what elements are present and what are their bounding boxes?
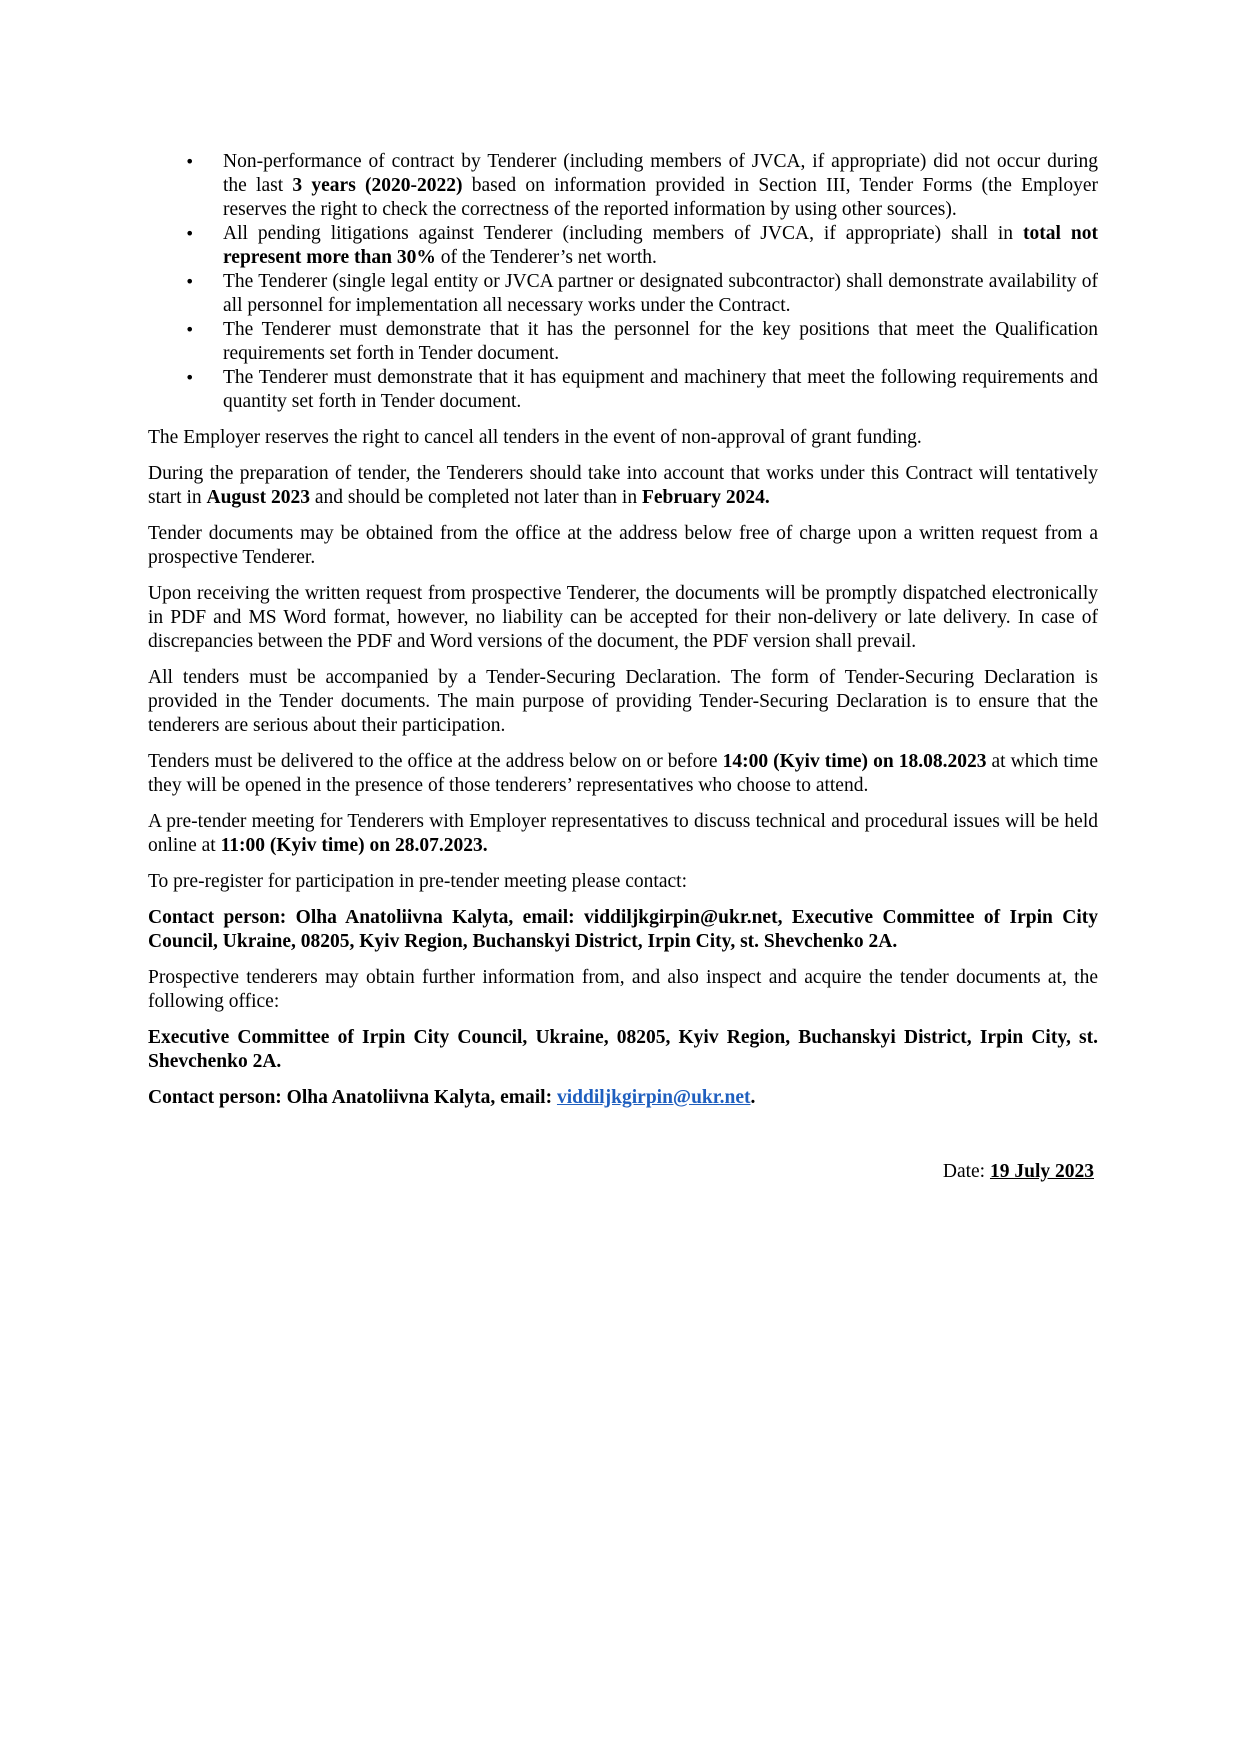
contact-end: . xyxy=(750,1087,756,1108)
delivery-paragraph xyxy=(148,750,1098,798)
list-item-text: The Tenderer must demonstrate that it has the personnel for the key positions that meet the Qualification requirements set forth in Tender document. xyxy=(223,319,1098,364)
timing-text: and should be completed not later than in xyxy=(309,487,642,508)
list-item-text: The Tenderer must demonstrate that it has equipment and machinery that meet the following requirements and quantity set forth in Tender document. xyxy=(223,367,1098,412)
cancel-paragraph: The Employer reserves the right to cancel all tenders in the event of non-approval of grant funding. xyxy=(148,427,922,448)
meeting-paragraph xyxy=(148,810,1098,858)
list-item-text: based on information provided in Section III, Tender Forms (the Employer reserves the right to check the correctness of the reported information by using other sources). xyxy=(223,175,1098,220)
office-address: Executive Committee of Irpin City Council, Ukraine, 08205, Kyiv Region, Buchanskyi District, Irpin City, st. Shevchenko 2A. xyxy=(148,1027,1098,1072)
qualification-list xyxy=(148,150,1098,414)
list-item xyxy=(148,318,1098,366)
preregister-paragraph: To pre-register for participation in pre-tender meeting please contact: xyxy=(148,871,687,892)
list-item-text: The Tenderer (single legal entity or JVCA partner or designated subcontractor) shall demonstrate availability of all personnel for implementation all necessary works under the Contract. xyxy=(223,271,1098,316)
list-item-emphasis: 3 years (2020-2022) xyxy=(292,175,463,196)
obtain-paragraph: Tender documents may be obtained from the office at the address below free of charge upon a written request from a prospective Tenderer. xyxy=(148,523,1098,568)
list-item xyxy=(148,366,1098,414)
contact-email-paragraph xyxy=(148,1086,1098,1110)
end-date: February 2024. xyxy=(641,487,770,508)
list-item-emphasis: total not represent more than 30% xyxy=(223,223,1099,268)
list-item xyxy=(148,150,1098,222)
start-date: August 2023 xyxy=(206,487,310,508)
dispatch-paragraph: Upon receiving the written request from prospective Tenderer, the documents will be promptly dispatched electronically in PDF and MS Word format, however, no liability can be accepted for their non-delivery or late delivery. In case of discrepancies between the PDF and Word versions of the document, the PDF version shall prevail. xyxy=(148,583,1098,652)
securing-paragraph: All tenders must be accompanied by a Tender-Securing Declaration. The form of Tender-Securing Declaration is provided in the Tender documents. The main purpose of providing Tender-Securing Declaration is to ensure that the tenderers are serious about their participation. xyxy=(148,667,1098,736)
date-line xyxy=(148,1160,1098,1184)
timing-paragraph xyxy=(148,462,1098,510)
timing-text: During the preparation of tender, the Tenderers should take into account that works under this Contract will tentatively start in xyxy=(148,463,1098,508)
meeting-time: 11:00 (Kyiv time) on 28.07.2023. xyxy=(220,835,488,856)
email-link[interactable]: viddiljkgirpin@ukr.net xyxy=(556,1087,751,1108)
date-value: 19 July 2023 xyxy=(989,1161,1094,1182)
delivery-text: Tenders must be delivered to the office at the address below on or before xyxy=(148,751,723,772)
contact-paragraph xyxy=(148,906,1098,954)
contact-label: Contact person: Olha Anatoliivna Kalyta, email: xyxy=(148,1087,557,1108)
contact-details: Contact person: Olha Anatoliivna Kalyta, email: viddiljkgirpin@ukr.net, Executive Committee of Irpin City Council, Ukraine, 08205, Kyiv Region, Buchanskyi District, Irpin City, st. Shevchenko 2A. xyxy=(148,907,1098,952)
date-label: Date: xyxy=(942,1161,990,1182)
list-item-text: of the Tenderer’s net worth. xyxy=(435,247,657,268)
delivery-deadline: 14:00 (Kyiv time) on 18.08.2023 xyxy=(722,751,987,772)
office-address-paragraph xyxy=(148,1026,1098,1074)
document-page xyxy=(148,150,1098,1184)
delivery-text: at which time they will be opened in the presence of those tenderers’ representatives who choose to attend. xyxy=(148,751,1098,796)
list-item-text: Non-performance of contract by Tenderer (including members of JVCA, if appropriate) did not occur during the last xyxy=(223,151,1098,196)
further-info-paragraph: Prospective tenderers may obtain further information from, and also inspect and acquire the tender documents at, the following office: xyxy=(148,967,1098,1012)
list-item xyxy=(148,270,1098,318)
list-item xyxy=(148,222,1098,270)
meeting-text: A pre-tender meeting for Tenderers with Employer representatives to discuss technical and procedural issues will be held online at xyxy=(148,811,1098,856)
list-item-text: All pending litigations against Tenderer (including members of JVCA, if appropriate) shall in xyxy=(223,223,1024,244)
